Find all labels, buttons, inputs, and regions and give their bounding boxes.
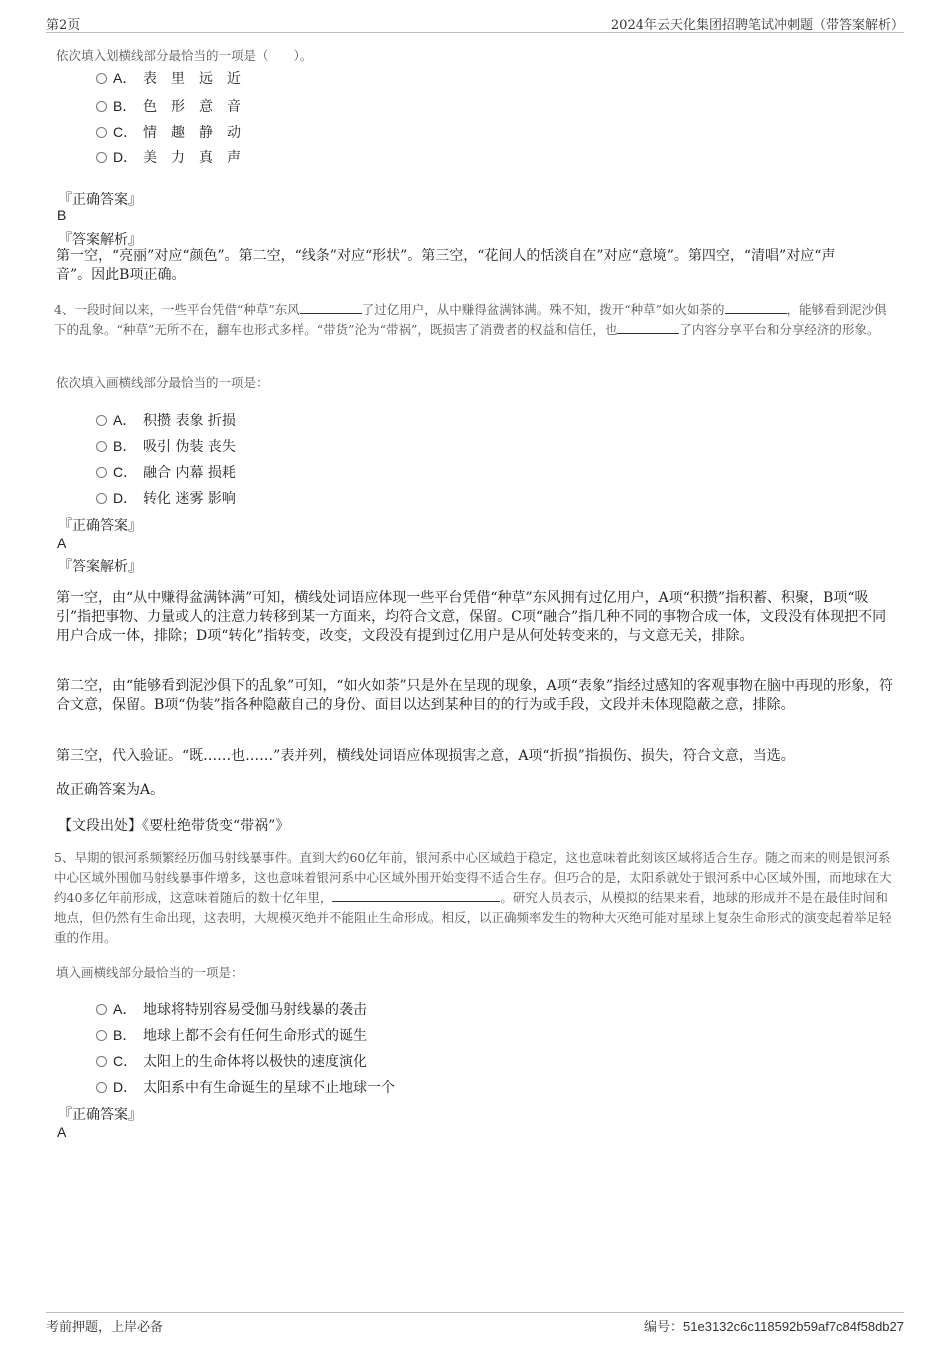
q4-analysis-label: 『答案解析』 <box>58 559 142 575</box>
q4-answer-label: 『正确答案』 <box>58 518 142 534</box>
q3-answer: B <box>57 207 67 223</box>
radio-icon[interactable] <box>96 1004 107 1015</box>
q4-instruction: 依次填入画横线部分最恰当的一项是： <box>56 375 269 390</box>
radio-icon[interactable] <box>96 415 107 426</box>
blank-line <box>300 313 362 314</box>
q3-option-b[interactable]: B． 色形意音 <box>96 96 255 116</box>
q4-analysis-paragraph-1: 第一空，由“从中赚得盆满钵满”可知，横线处词语应体现一些平台凭借“种草”东风拥有过亿用户，A项“积攒”指积蓄、积聚，B项“吸引”指把事物、力量或人的注意力转移到某一方面来，均符合文意，保留。C项“融合”指几种不同的事物合成一体，文段没有体现把不同用户合成一体，排除；D项“转化”指转变，改变，文段没有提到过亿用户是从何处转变来的，与文意无关，排除。 <box>56 590 887 644</box>
radio-icon[interactable] <box>96 127 107 138</box>
page-number: 第2页 <box>46 18 81 33</box>
q5-answer: A <box>57 1124 67 1140</box>
radio-icon[interactable] <box>96 152 107 163</box>
blank-line <box>725 313 787 314</box>
radio-icon[interactable] <box>96 1082 107 1093</box>
footer-slogan: 考前押题，上岸必备 <box>46 1320 164 1335</box>
radio-icon[interactable] <box>96 493 107 504</box>
q5-instruction: 填入画横线部分最恰当的一项是： <box>56 965 244 980</box>
q5-option-c[interactable]: C． 太阳上的生命体将以极快的速度演化 <box>96 1051 367 1071</box>
document-code: 编号：51e3132c6c118592b59af7c84f58db27 <box>644 1319 904 1335</box>
q4-option-b[interactable]: B． 吸引 伪装 丧失 <box>96 436 236 456</box>
q4-option-d[interactable]: D． 转化 迷雾 影响 <box>96 488 236 508</box>
q5-option-a[interactable]: A． 地球将特别容易受伽马射线暴的袭击 <box>96 999 367 1019</box>
radio-icon[interactable] <box>96 1030 107 1041</box>
radio-icon[interactable] <box>96 101 107 112</box>
q5-stem: 5、早期的银河系频繁经历伽马射线暴事件。直到大约60亿年前，银河系中心区域趋于稳定，这也意味着此刻该区域将适合生存。随之而来的则是银河系中心区域外围伽马射线暴事件增多，这也意味着银河系中心区域外围开始变得不适合生存。但巧合的是，太阳系就处于银河系中心区域外围，而地球在大约40多亿年前形成，这意味着随后的数十亿年里， 。研究人员表示，从模拟的结果来看，地球的形成并不是在最佳时间和地点，但仍然有生命出现，这表明，大规模灭绝并不能阻止生命形成。相反，以正确频率发生的物种大灭绝可能对星球上复杂生命形式的演变起着举足轻重的作用。 <box>54 850 892 945</box>
q4-answer: A <box>57 535 67 551</box>
page-header <box>46 12 904 33</box>
q4-analysis-paragraph-4: 故正确答案为A。 <box>56 782 165 798</box>
q5-option-d[interactable]: D． 太阳系中有生命诞生的星球不止地球一个 <box>96 1077 395 1097</box>
document-title: 2024年云天化集团招聘笔试冲刺题（带答案解析） <box>610 18 904 33</box>
q4-option-a[interactable]: A． 积攒 表象 折损 <box>96 410 236 430</box>
q4-analysis-paragraph-2: 第二空，由“能够看到泥沙俱下的乱象”可知，“如火如荼”只是外在呈现的现象，A项“表象”指经过感知的客观事物在脑中再现的形象，符合文意，保留。B项“伪装”指各种隐蔽自己的身份、面目以达到某种目的的行为或手段，文段并未体现隐蔽之意，排除。 <box>56 678 894 713</box>
q3-option-c[interactable]: C． 情趣静动 <box>96 122 255 142</box>
q3-analysis-line2: 音”。因此B项正确。 <box>56 267 186 283</box>
page-footer <box>46 1312 904 1335</box>
radio-icon[interactable] <box>96 441 107 452</box>
blank-line <box>332 901 500 902</box>
q5-answer-label: 『正确答案』 <box>58 1107 142 1123</box>
radio-icon[interactable] <box>96 73 107 84</box>
q3-stem: 依次填入划横线部分最恰当的一项是（ ）。 <box>56 48 313 63</box>
radio-icon[interactable] <box>96 467 107 478</box>
blank-line <box>617 333 679 334</box>
q4-source: 【文段出处】《要杜绝带货变“带祸”》 <box>58 818 290 834</box>
q3-option-a[interactable]: A． 表里远近 <box>96 68 255 88</box>
q3-option-d[interactable]: D． 美力真声 <box>96 147 255 167</box>
q4-option-c[interactable]: C． 融合 内幕 损耗 <box>96 462 236 482</box>
q3-analysis-line1: 第一空，“亮丽”对应“颜色”。第二空，“线条”对应“形状”。第三空，“花间人的恬淡自在”对应“意境”。第四空，“清唱”对应“声 <box>56 248 836 264</box>
q4-stem: 4、一段时间以来，一些平台凭借“种草”东风 了过亿用户，从中赚得盆满钵满。殊不知，拨开“种草”如火如荼的 ，能够看到泥沙俱下的乱象。“种草”无所不在，翻车也形式多样。“带货”沦为“带祸”，既损害了消费者的权益和信任，也 了内容分享平台和分享经济的形象。 <box>54 302 887 337</box>
q3-answer-label: 『正确答案』 <box>58 192 142 208</box>
radio-icon[interactable] <box>96 1056 107 1067</box>
q3-analysis-label: 『答案解析』 <box>58 232 142 248</box>
q4-analysis-paragraph-3: 第三空，代入验证。“既……也……”表并列，横线处词语应体现损害之意，A项“折损”指损伤、损失，符合文意，当选。 <box>56 748 795 764</box>
q5-option-b[interactable]: B． 地球上都不会有任何生命形式的诞生 <box>96 1025 367 1045</box>
